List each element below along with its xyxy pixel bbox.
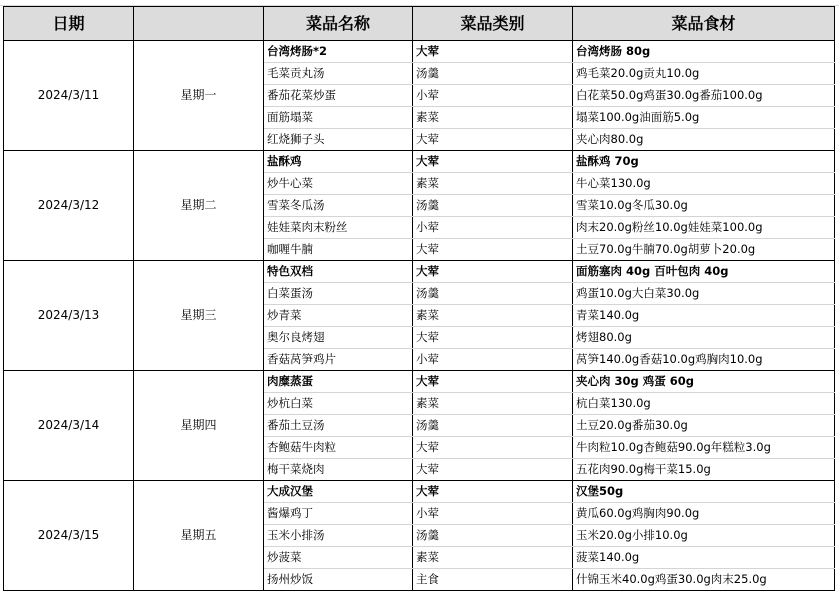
dish-ingredients-cell[interactable]: 夹心肉 30g 鸡蛋 60g	[573, 371, 835, 393]
weekday-cell[interactable]: 星期四	[134, 371, 264, 481]
dish-ingredients-cell[interactable]: 雪菜10.0g冬瓜30.0g	[573, 195, 835, 217]
dish-name-cell[interactable]: 奥尔良烤翅	[264, 327, 413, 349]
dish-ingredients-cell[interactable]: 鸡蛋10.0g大白菜30.0g	[573, 283, 835, 305]
dish-category-cell[interactable]: 小荤	[413, 217, 573, 239]
dish-name-cell[interactable]: 番茄土豆汤	[264, 415, 413, 437]
dish-category-cell[interactable]: 大荤	[413, 129, 573, 151]
dish-category-cell[interactable]: 素菜	[413, 305, 573, 327]
dish-ingredients-cell[interactable]: 盐酥鸡 70g	[573, 151, 835, 173]
dish-category-cell[interactable]: 汤羹	[413, 195, 573, 217]
dish-category-cell[interactable]: 大荤	[413, 459, 573, 481]
dish-name-cell[interactable]: 炒青菜	[264, 305, 413, 327]
date-cell[interactable]: 2024/3/11	[4, 41, 134, 151]
dish-category-cell[interactable]: 大荤	[413, 41, 573, 63]
dish-name-cell[interactable]: 面筋塌菜	[264, 107, 413, 129]
dish-ingredients-cell[interactable]: 菠菜140.0g	[573, 547, 835, 569]
header-dish-ingredients[interactable]: 菜品食材	[573, 7, 835, 41]
weekday-cell[interactable]: 星期一	[134, 41, 264, 151]
table-row	[4, 371, 835, 393]
date-cell[interactable]: 2024/3/13	[4, 261, 134, 371]
dish-name-cell[interactable]: 酱爆鸡丁	[264, 503, 413, 525]
dish-ingredients-cell[interactable]: 夹心肉80.0g	[573, 129, 835, 151]
date-cell[interactable]: 2024/3/14	[4, 371, 134, 481]
dish-ingredients-cell[interactable]: 烤翅80.0g	[573, 327, 835, 349]
dish-ingredients-cell[interactable]: 牛心菜130.0g	[573, 173, 835, 195]
dish-name-cell[interactable]: 炒牛心菜	[264, 173, 413, 195]
dish-ingredients-cell[interactable]: 莴笋140.0g香菇10.0g鸡胸肉10.0g	[573, 349, 835, 371]
dish-category-cell[interactable]: 大荤	[413, 239, 573, 261]
table-row	[4, 41, 835, 63]
dish-category-cell[interactable]: 素菜	[413, 547, 573, 569]
dish-category-cell[interactable]: 小荤	[413, 85, 573, 107]
dish-category-cell[interactable]: 大荤	[413, 371, 573, 393]
table-row	[4, 261, 835, 283]
dish-ingredients-cell[interactable]: 台湾烤肠 80g	[573, 41, 835, 63]
dish-ingredients-cell[interactable]: 面筋塞肉 40g 百叶包肉 40g	[573, 261, 835, 283]
header-weekday[interactable]	[134, 7, 264, 41]
dish-ingredients-cell[interactable]: 五花肉90.0g梅干菜15.0g	[573, 459, 835, 481]
dish-category-cell[interactable]: 汤羹	[413, 63, 573, 85]
dish-name-cell[interactable]: 特色双档	[264, 261, 413, 283]
dish-category-cell[interactable]: 主食	[413, 569, 573, 591]
dish-name-cell[interactable]: 白菜蛋汤	[264, 283, 413, 305]
dish-ingredients-cell[interactable]: 青菜140.0g	[573, 305, 835, 327]
table-row	[4, 481, 835, 503]
dish-ingredients-cell[interactable]: 塌菜100.0g油面筋5.0g	[573, 107, 835, 129]
dish-category-cell[interactable]: 大荤	[413, 481, 573, 503]
dish-category-cell[interactable]: 大荤	[413, 261, 573, 283]
header-row	[4, 7, 835, 41]
dish-ingredients-cell[interactable]: 玉米20.0g小排10.0g	[573, 525, 835, 547]
dish-name-cell[interactable]: 咖喱牛腩	[264, 239, 413, 261]
dish-category-cell[interactable]: 大荤	[413, 437, 573, 459]
dish-category-cell[interactable]: 汤羹	[413, 283, 573, 305]
weekday-cell[interactable]: 星期三	[134, 261, 264, 371]
dish-ingredients-cell[interactable]: 牛肉粒10.0g杏鲍菇90.0g年糕粒3.0g	[573, 437, 835, 459]
dish-name-cell[interactable]: 毛菜贡丸汤	[264, 63, 413, 85]
header-dish-category[interactable]: 菜品类别	[413, 7, 573, 41]
dish-ingredients-cell[interactable]: 肉末20.0g粉丝10.0g娃娃菜100.0g	[573, 217, 835, 239]
dish-category-cell[interactable]: 素菜	[413, 107, 573, 129]
date-cell[interactable]: 2024/3/12	[4, 151, 134, 261]
table-row	[4, 151, 835, 173]
dish-category-cell[interactable]: 大荤	[413, 151, 573, 173]
dish-name-cell[interactable]: 红烧狮子头	[264, 129, 413, 151]
dish-category-cell[interactable]: 素菜	[413, 393, 573, 415]
dish-ingredients-cell[interactable]: 土豆20.0g番茄30.0g	[573, 415, 835, 437]
date-cell[interactable]: 2024/3/15	[4, 481, 134, 591]
dish-ingredients-cell[interactable]: 什锦玉米40.0g鸡蛋30.0g肉末25.0g	[573, 569, 835, 591]
weekday-cell[interactable]: 星期五	[134, 481, 264, 591]
dish-ingredients-cell[interactable]: 杭白菜130.0g	[573, 393, 835, 415]
menu-table	[3, 6, 835, 591]
dish-name-cell[interactable]: 娃娃菜肉末粉丝	[264, 217, 413, 239]
dish-category-cell[interactable]: 小荤	[413, 503, 573, 525]
dish-name-cell[interactable]: 番茄花菜炒蛋	[264, 85, 413, 107]
dish-name-cell[interactable]: 玉米小排汤	[264, 525, 413, 547]
weekday-cell[interactable]: 星期二	[134, 151, 264, 261]
dish-name-cell[interactable]: 炒杭白菜	[264, 393, 413, 415]
dish-ingredients-cell[interactable]: 汉堡50g	[573, 481, 835, 503]
dish-name-cell[interactable]: 台湾烤肠*2	[264, 41, 413, 63]
header-date[interactable]: 日期	[4, 7, 134, 41]
dish-name-cell[interactable]: 梅干菜烧肉	[264, 459, 413, 481]
menu-body	[4, 41, 835, 591]
dish-category-cell[interactable]: 素菜	[413, 173, 573, 195]
dish-name-cell[interactable]: 扬州炒饭	[264, 569, 413, 591]
dish-name-cell[interactable]: 雪菜冬瓜汤	[264, 195, 413, 217]
dish-name-cell[interactable]: 炒菠菜	[264, 547, 413, 569]
dish-category-cell[interactable]: 汤羹	[413, 525, 573, 547]
dish-category-cell[interactable]: 汤羹	[413, 415, 573, 437]
dish-ingredients-cell[interactable]: 白花菜50.0g鸡蛋30.0g番茄100.0g	[573, 85, 835, 107]
dish-ingredients-cell[interactable]: 黄瓜60.0g鸡胸肉90.0g	[573, 503, 835, 525]
dish-ingredients-cell[interactable]: 鸡毛菜20.0g贡丸10.0g	[573, 63, 835, 85]
dish-name-cell[interactable]: 肉糜蒸蛋	[264, 371, 413, 393]
dish-name-cell[interactable]: 盐酥鸡	[264, 151, 413, 173]
dish-name-cell[interactable]: 香菇莴笋鸡片	[264, 349, 413, 371]
dish-category-cell[interactable]: 大荤	[413, 327, 573, 349]
dish-ingredients-cell[interactable]: 土豆70.0g牛腩70.0g胡萝卜20.0g	[573, 239, 835, 261]
dish-name-cell[interactable]: 杏鲍菇牛肉粒	[264, 437, 413, 459]
dish-name-cell[interactable]: 大成汉堡	[264, 481, 413, 503]
header-dish-name[interactable]: 菜品名称	[264, 7, 413, 41]
dish-category-cell[interactable]: 小荤	[413, 349, 573, 371]
